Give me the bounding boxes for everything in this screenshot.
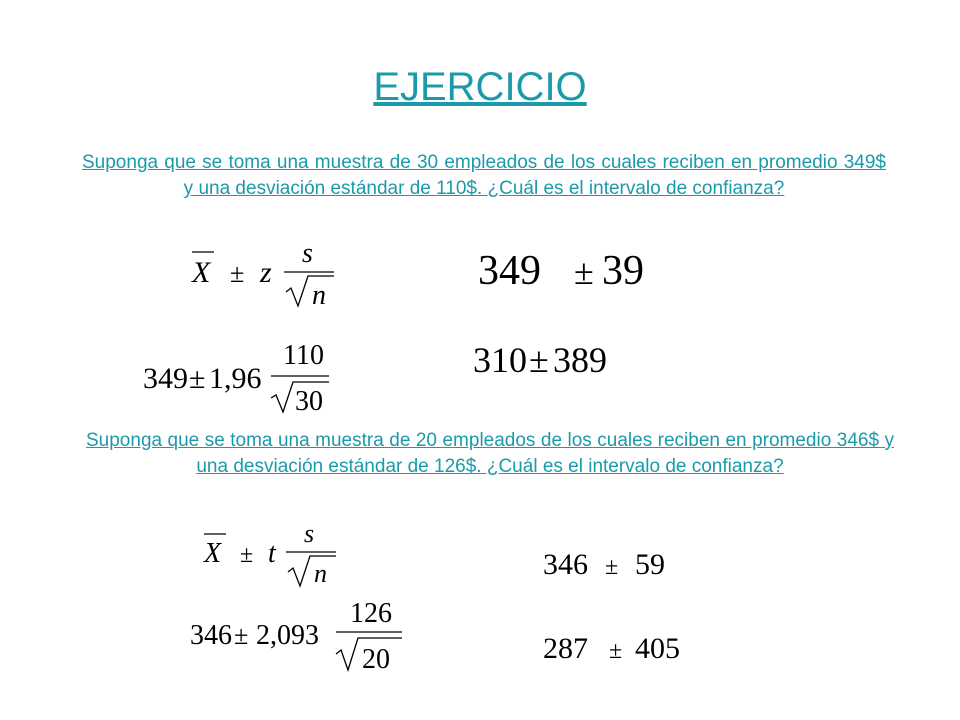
lower-bound: 310 (473, 340, 527, 380)
result-349-pm-39 (478, 248, 658, 296)
slide-title[interactable]: EJERCICIO (373, 65, 587, 109)
sample-size: 30 (295, 386, 323, 417)
plus-minus: ± (189, 362, 206, 395)
upper-bound: 405 (635, 632, 680, 665)
std-dev: 110 (283, 340, 324, 371)
result-center: 349 (478, 248, 541, 294)
plus-minus: ± (240, 542, 254, 568)
result-346-pm-59 (543, 546, 673, 580)
denominator-n: n (314, 559, 327, 588)
std-dev: 126 (350, 598, 392, 629)
sample-mean: 346 (190, 620, 232, 651)
result-287-pm-405 (543, 630, 693, 664)
plus-minus: ± (609, 638, 623, 664)
numerator-s: s (304, 519, 315, 548)
upper-bound: 389 (553, 340, 607, 380)
problem-2-text[interactable]: Suponga que se toma una muestra de 20 empleados de los cuales reciben en promedio 346$ y una desviación estándar de 126$. ¿Cuál es el intervalo de confianza? (86, 430, 894, 477)
sqrt-sign (286, 276, 334, 306)
var-x: X (204, 538, 222, 569)
numerator-s: s (302, 238, 313, 269)
problem-1-text[interactable]: Suponga que se toma una muestra de 30 empleados de los cuales reciben en promedio 349$ y una desviación estándar de 110$. ¿Cuál es el intervalo de confianza? (82, 152, 886, 199)
result-margin: 39 (602, 248, 644, 294)
coef-t: t (268, 538, 276, 569)
formula-z-interval (188, 240, 348, 312)
result-310-pm-389 (473, 340, 623, 382)
formula-t-substituted (190, 600, 410, 676)
var-x: X (192, 256, 211, 289)
sample-mean: 349 (143, 362, 188, 395)
plus-minus: ± (234, 621, 249, 650)
sample-size: 20 (362, 644, 390, 675)
formula-z-substituted (143, 340, 343, 416)
plus-minus: ± (529, 340, 549, 380)
denominator-n: n (312, 280, 326, 311)
result-margin: 59 (635, 548, 665, 581)
plus-minus: ± (605, 554, 619, 580)
t-value: 2,093 (256, 620, 319, 651)
sqrt-sign (288, 556, 336, 586)
lower-bound: 287 (543, 632, 588, 665)
result-center: 346 (543, 548, 588, 581)
coef-z: z (260, 256, 272, 289)
plus-minus: ± (574, 252, 594, 292)
formula-t-interval (200, 520, 350, 590)
z-value: 1,96 (209, 362, 262, 395)
plus-minus: ± (230, 259, 245, 288)
